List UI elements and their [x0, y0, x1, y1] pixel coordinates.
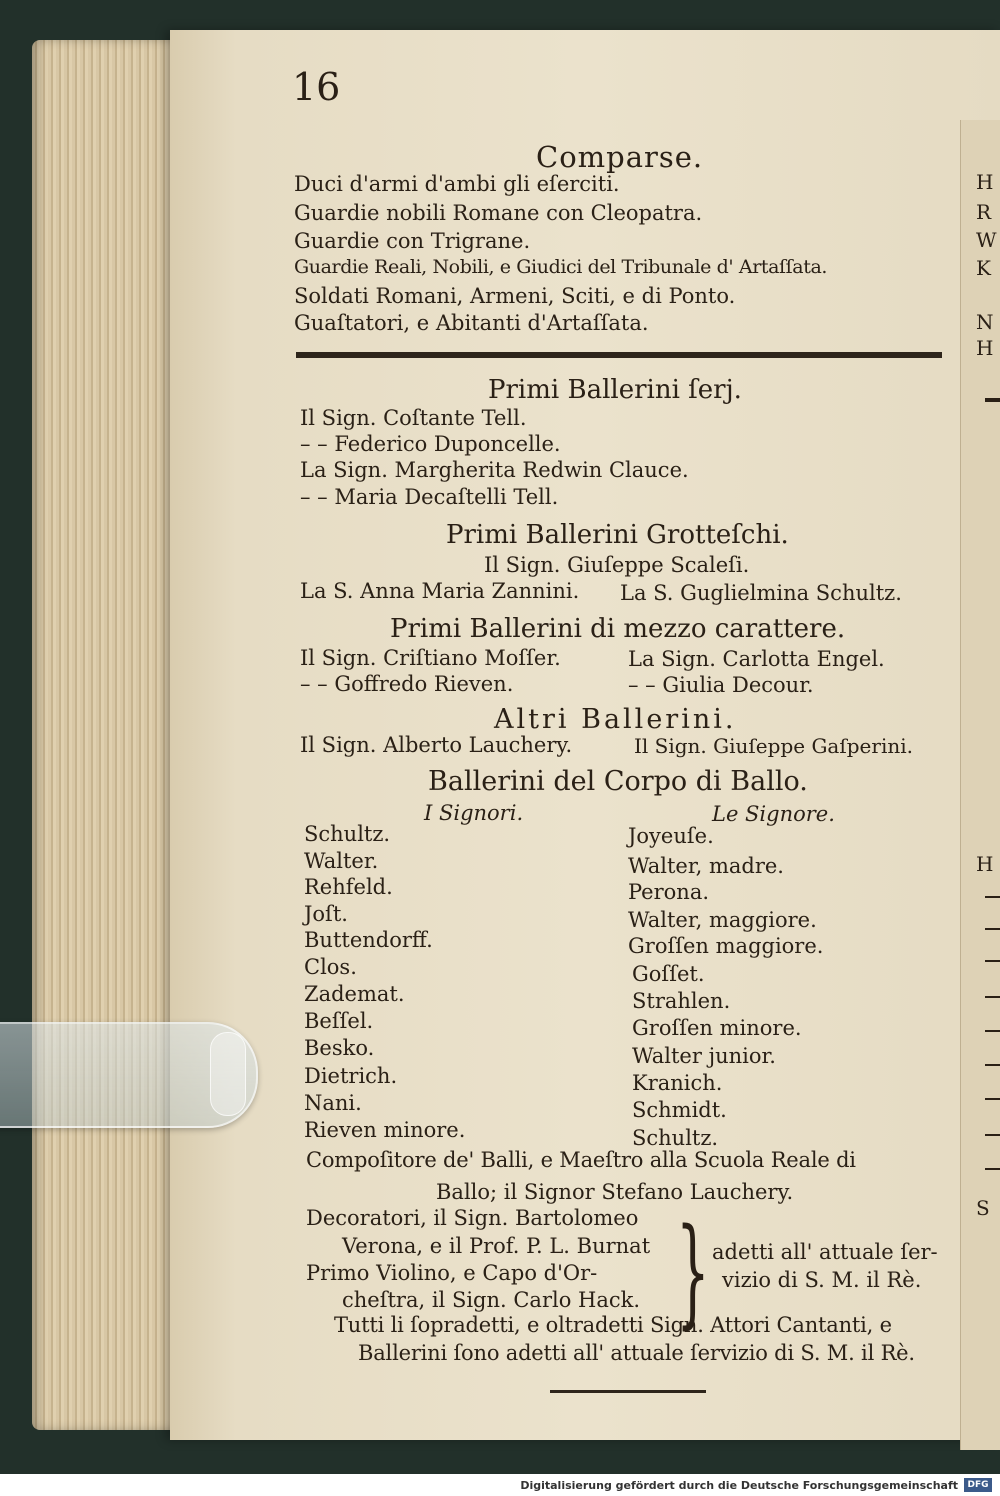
next-page-dash — [985, 1098, 1000, 1100]
dancer-line: La Sign. Carlotta Engel. — [628, 647, 885, 671]
next-page-glyph: N — [976, 310, 994, 334]
decoratori-line: Verona, e il Prof. P. L. Burnat — [342, 1234, 651, 1258]
next-page-dash — [985, 1030, 1000, 1032]
corpo-right-name: Perona. — [628, 880, 710, 904]
dfg-logo: DFG — [964, 1478, 992, 1492]
next-page-dash — [985, 960, 1000, 962]
tutti-line: Tutti li ſopradetti, e oltradetti Sign. Attori Cantanti, e — [334, 1313, 892, 1337]
comparse-line: Guardie Reali, Nobili, e Giudici del Tribunale d' Artaſſata. — [294, 256, 828, 278]
comparse-line: Guaſtatori, e Abitanti d'Artaſſata. — [294, 311, 649, 335]
comparse-line: Soldati Romani, Armeni, Sciti, e di Ponto. — [294, 284, 736, 308]
section-heading-grotteschi: Primi Ballerini Grotteſchi. — [446, 520, 789, 550]
decoratori-line: Decoratori, il Sign. Bartolomeo — [306, 1206, 639, 1230]
corpo-left-name: Rehfeld. — [304, 875, 393, 899]
next-page-glyph: W — [976, 228, 997, 252]
decoratori-right-line: vizio di S. M. il Rè. — [722, 1268, 922, 1292]
book-page-edges — [32, 40, 182, 1430]
corpo-left-name: Joſt. — [304, 902, 348, 926]
corpo-right-name: Groſſen maggiore. — [628, 934, 824, 958]
dancer-line: – – Goffredo Rieven. — [300, 672, 514, 696]
next-page-dash — [985, 996, 1000, 998]
corpo-right-name: Groſſen minore. — [632, 1016, 802, 1040]
next-page-glyph: K — [976, 256, 991, 280]
transparent-page-clip — [0, 1022, 258, 1128]
next-page-dash — [985, 1168, 1000, 1170]
dancer-line: La S. Guglielmina Schultz. — [620, 581, 902, 605]
corpo-left-name: Zademat. — [304, 982, 405, 1006]
dancer-line: La Sign. Margherita Redwin Clauce. — [300, 458, 689, 482]
next-page-glyph: H — [976, 336, 994, 360]
corpo-left-name: Beſſel. — [304, 1009, 374, 1033]
corpo-right-name: Schultz. — [632, 1126, 719, 1150]
dancer-line: Il Sign. Coſtante Tell. — [300, 406, 527, 430]
column-header-signori: I Signori. — [424, 801, 524, 825]
corpo-right-name: Joyeuſe. — [628, 824, 714, 848]
comparse-line: Guardie con Trigrane. — [294, 229, 531, 253]
compositore-line: Ballo; il Signor Stefano Lauchery. — [436, 1180, 794, 1204]
dancer-line: Il Sign. Criſtiano Moſſer. — [300, 646, 561, 670]
page-number: 16 — [292, 65, 341, 109]
next-page-rule — [985, 398, 1000, 402]
footer-bar — [0, 1474, 1000, 1496]
corpo-left-name: Rieven minore. — [304, 1118, 466, 1142]
corpo-right-name: Schmidt. — [632, 1098, 727, 1122]
footer-credit: Digitalisierung gefördert durch die Deutsche Forschungsgemeinschaft — [520, 1479, 958, 1492]
next-page-glyph: H — [976, 170, 994, 194]
corpo-left-name: Dietrich. — [304, 1064, 398, 1088]
section-heading-primi-serj: Primi Ballerini ſerj. — [488, 375, 742, 405]
curly-brace: } — [676, 1202, 710, 1340]
corpo-right-name: Strahlen. — [632, 989, 731, 1013]
comparse-line: Guardie nobili Romane con Cleopatra. — [294, 201, 703, 225]
section-heading-altri: Altri Ballerini. — [494, 704, 737, 735]
corpo-right-name: Kranich. — [632, 1071, 723, 1095]
comparse-line: Duci d'armi d'ambi gli eſerciti. — [294, 172, 620, 196]
next-page-dash — [985, 896, 1000, 898]
decoratori-line: Primo Violino, e Capo d'Or- — [306, 1261, 598, 1285]
next-page-dash — [985, 928, 1000, 930]
corpo-right-name: Walter junior. — [632, 1044, 776, 1068]
next-page-glyph: S — [976, 1196, 990, 1220]
dancer-line: – – Federico Duponcelle. — [300, 432, 561, 456]
next-page-dash — [985, 1134, 1000, 1136]
dancer-line: Il Sign. Alberto Lauchery. — [300, 733, 573, 757]
next-page-glyph: H — [976, 852, 994, 876]
closing-rule — [550, 1390, 706, 1393]
corpo-left-name: Buttendorff. — [304, 928, 433, 952]
section-heading-corpo: Ballerini del Corpo di Ballo. — [428, 766, 808, 797]
corpo-right-name: Walter, maggiore. — [628, 908, 817, 932]
decoratori-right-line: adetti all' attuale ſer- — [712, 1240, 938, 1264]
corpo-right-name: Goſſet. — [632, 962, 705, 986]
dancer-line: Il Sign. Giuſeppe Gaſperini. — [634, 734, 913, 758]
corpo-right-name: Walter, madre. — [628, 854, 784, 878]
next-page-dash — [985, 1064, 1000, 1066]
corpo-left-name: Schultz. — [304, 822, 391, 846]
column-header-signore: Le Signore. — [712, 802, 835, 826]
next-page-glyph: R — [976, 200, 992, 224]
corpo-left-name: Clos. — [304, 955, 357, 979]
section-heading-comparse: Comparse. — [536, 140, 704, 174]
dancer-line: La S. Anna Maria Zannini. — [300, 579, 580, 603]
dancer-line: Il Sign. Giuſeppe Scaleſi. — [484, 553, 750, 577]
tutti-line: Ballerini ſono adetti all' attuale ſervizio di S. M. il Rè. — [358, 1341, 915, 1365]
corpo-left-name: Nani. — [304, 1091, 362, 1115]
corpo-left-name: Walter. — [304, 849, 379, 873]
dancer-line: – – Giulia Decour. — [628, 673, 814, 697]
section-heading-mezzo-carattere: Primi Ballerini di mezzo carattere. — [390, 614, 846, 644]
dancer-line: – – Maria Decaſtelli Tell. — [300, 485, 559, 509]
compositore-line: Compoſitore de' Balli, e Maeſtro alla Scuola Reale di — [306, 1148, 856, 1172]
section-divider — [296, 352, 942, 358]
corpo-left-name: Besko. — [304, 1036, 375, 1060]
decoratori-line: cheſtra, il Sign. Carlo Hack. — [342, 1288, 641, 1312]
